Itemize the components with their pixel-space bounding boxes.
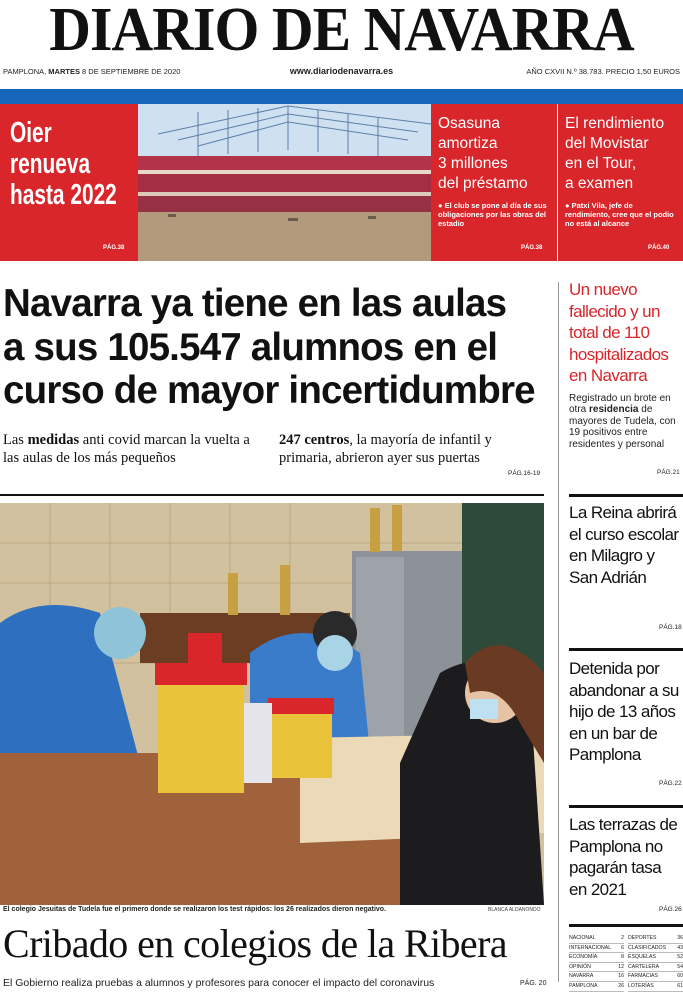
index-name: ESQUELAS bbox=[628, 954, 656, 961]
index-name: LOTERÍAS bbox=[628, 982, 654, 989]
index-name: CARTELERA bbox=[628, 963, 660, 970]
index-name: DEPORTES bbox=[628, 935, 657, 941]
side-story-covid-body bbox=[569, 393, 681, 451]
main-headline[interactable] bbox=[3, 282, 551, 413]
main-deck-right bbox=[279, 431, 544, 467]
promo-osasuna-line: Osasuna bbox=[438, 115, 501, 132]
promo-oier-line: renueva bbox=[10, 148, 91, 180]
deck-text: , la mayoría de infantil y primaria, abrieron ayer sus puertas bbox=[279, 432, 492, 466]
index-page: 16 bbox=[618, 973, 624, 980]
side-story-covid[interactable] bbox=[569, 279, 681, 450]
index-name: OPINIÓN bbox=[569, 963, 591, 970]
side-story-covid-headline: Un nuevo fallecido y un total de 110 hospitalizados en Navarra bbox=[569, 280, 669, 385]
side-story-reina[interactable] bbox=[569, 502, 681, 588]
deck-text: Las bbox=[3, 432, 28, 448]
index-name: CLASIFICADOS bbox=[628, 944, 667, 951]
side-story-covid-page: PÁG.21 bbox=[657, 469, 680, 476]
index-row[interactable] bbox=[628, 982, 683, 992]
promo-movistar[interactable] bbox=[558, 104, 683, 261]
index-name: NACIONAL bbox=[569, 935, 596, 941]
index-name: ECONOMÍA bbox=[569, 954, 598, 961]
index-row[interactable] bbox=[628, 972, 683, 982]
promo-osasuna-sub: ● El club se pone al día de sus obligaciones por las obras del estadio bbox=[438, 201, 547, 228]
photo-caption: El colegio Jesuitas de Tudela fue el primero donde se realizaron los test rápidos: los 26 realizados dieron negativo. bbox=[3, 906, 387, 913]
index-name: INTERNACIONAL bbox=[569, 944, 612, 951]
issue-info: AÑO CXVII N.º 38.783. PRECIO 1,50 EUROS bbox=[526, 67, 680, 76]
side-story-terrazas-headline: Las terrazas de Pamplona no pagarán tasa en 2021 bbox=[569, 815, 678, 899]
side-story-detenida-headline: Detenida por abandonar a su hijo de 13 años en un bar de Pamplona bbox=[569, 659, 679, 764]
photo-credit: BLANCA ALDANONDO bbox=[488, 907, 541, 913]
photo-story-page: PÁG. 20 bbox=[520, 980, 547, 987]
index-row[interactable] bbox=[569, 972, 624, 982]
side-story-detenida[interactable] bbox=[569, 658, 681, 766]
index-row[interactable] bbox=[569, 963, 624, 973]
index-name: NAVARRA bbox=[569, 973, 594, 980]
index-page: 2 bbox=[621, 935, 624, 941]
side-rule bbox=[569, 924, 683, 927]
right-column-rule bbox=[558, 282, 559, 982]
main-deck-left bbox=[3, 431, 265, 467]
index-page: 6 bbox=[621, 944, 624, 951]
side-rule bbox=[569, 805, 683, 808]
deck-text: anti covid marcan la vuelta a las aulas de los más pequeños bbox=[3, 432, 250, 466]
website-link[interactable]: www.diariodenavarra.es bbox=[289, 66, 394, 76]
dateline-weekday: MARTES bbox=[48, 67, 80, 76]
index-page: 43 bbox=[677, 944, 683, 951]
promo-movistar-page: PÁG.40 bbox=[648, 245, 670, 251]
section-index-col-1 bbox=[569, 934, 624, 992]
index-name: FARMACIAS bbox=[628, 973, 658, 980]
promo-movistar-line: a examen bbox=[565, 175, 634, 192]
promo-osasuna[interactable] bbox=[431, 104, 557, 261]
index-page: 52 bbox=[677, 954, 683, 961]
promo-oier-line: Oier bbox=[10, 117, 52, 149]
side-rule bbox=[569, 494, 683, 497]
main-headline-line: curso de mayor incertidumbre bbox=[3, 369, 535, 412]
index-row[interactable] bbox=[569, 934, 624, 944]
promo-movistar-headline bbox=[565, 114, 664, 194]
side-story-reina-headline: La Reina abrirá el curso escolar en Milagro y San Adrián bbox=[569, 503, 679, 587]
side-story-terrazas-page: PÁG.26 bbox=[659, 906, 682, 913]
body-text: Registrado un brote en otra bbox=[569, 392, 671, 415]
promo-osasuna-line: del préstamo bbox=[438, 175, 528, 192]
stadium-illustration bbox=[138, 104, 431, 261]
promo-movistar-line: del Movistar bbox=[565, 135, 649, 152]
photo-headline[interactable]: Cribado en colegios de la Ribera bbox=[3, 921, 507, 966]
promo-osasuna-line: 3 millones bbox=[438, 155, 508, 172]
index-name: PAMPLONA bbox=[569, 982, 598, 989]
promo-oier[interactable] bbox=[0, 104, 138, 261]
deck-bold: medidas bbox=[27, 432, 80, 448]
main-headline-line: a sus 105.547 alumnos en el bbox=[3, 325, 498, 369]
stadium-photo bbox=[138, 104, 431, 261]
index-page: 36 bbox=[677, 935, 683, 941]
promo-movistar-line: El rendimiento bbox=[565, 115, 665, 132]
section-index-col-2 bbox=[628, 934, 683, 992]
photo-deck: El Gobierno realiza pruebas a alumnos y profesores para conocer el impacto del coronavirus bbox=[3, 977, 435, 989]
promo-oier-headline bbox=[10, 118, 140, 211]
body-bold: residencia bbox=[589, 404, 639, 415]
dateline-day: 8 DE SEPTIEMBRE DE 2020 bbox=[79, 67, 181, 76]
index-page: 60 bbox=[677, 973, 683, 980]
masthead-title: DIARIO DE NAVARRA bbox=[49, 0, 634, 64]
promo-osasuna-page: PÁG.38 bbox=[521, 245, 543, 251]
body-text: de mayores de Tudela, con 19 positivos entre residentes y personal bbox=[569, 404, 676, 450]
index-row[interactable] bbox=[628, 944, 683, 954]
main-photo bbox=[0, 503, 544, 905]
main-headline-line: Navarra ya tiene en las aulas bbox=[3, 282, 507, 325]
index-row[interactable] bbox=[628, 963, 683, 973]
side-story-detenida-page: PÁG.22 bbox=[659, 780, 682, 787]
main-story-page: PÁG.16-19 bbox=[508, 470, 541, 477]
blue-divider-bar bbox=[0, 89, 683, 104]
side-story-reina-page: PÁG.18 bbox=[659, 624, 682, 631]
index-page: 12 bbox=[618, 963, 624, 970]
index-page: 26 bbox=[618, 982, 624, 989]
promo-movistar-line: en el Tour, bbox=[565, 155, 637, 172]
index-row[interactable] bbox=[569, 982, 624, 992]
side-rule bbox=[569, 648, 683, 651]
side-story-terrazas[interactable] bbox=[569, 814, 681, 900]
promo-oier-page: PÁG.38 bbox=[103, 245, 125, 251]
index-row[interactable] bbox=[628, 953, 683, 963]
classroom-testing-illustration bbox=[0, 503, 544, 905]
index-page: 54 bbox=[677, 963, 683, 970]
index-page: 8 bbox=[621, 954, 624, 961]
index-row[interactable] bbox=[569, 953, 624, 963]
dateline bbox=[0, 66, 683, 78]
main-story-rule bbox=[0, 494, 544, 496]
index-row[interactable] bbox=[628, 934, 683, 944]
promo-osasuna-line: amortiza bbox=[438, 135, 498, 152]
promo-osasuna-headline bbox=[438, 114, 528, 194]
dateline-city: PAMPLONA, bbox=[3, 67, 49, 76]
promo-movistar-sub: ● Patxi Vila, jefe de rendimiento, cree que el podio no está al alcance bbox=[565, 201, 674, 228]
index-page: 61 bbox=[677, 982, 683, 989]
index-row[interactable] bbox=[569, 944, 624, 954]
promo-oier-line: hasta 2022 bbox=[10, 179, 117, 211]
deck-bold: 247 centros bbox=[279, 432, 350, 448]
